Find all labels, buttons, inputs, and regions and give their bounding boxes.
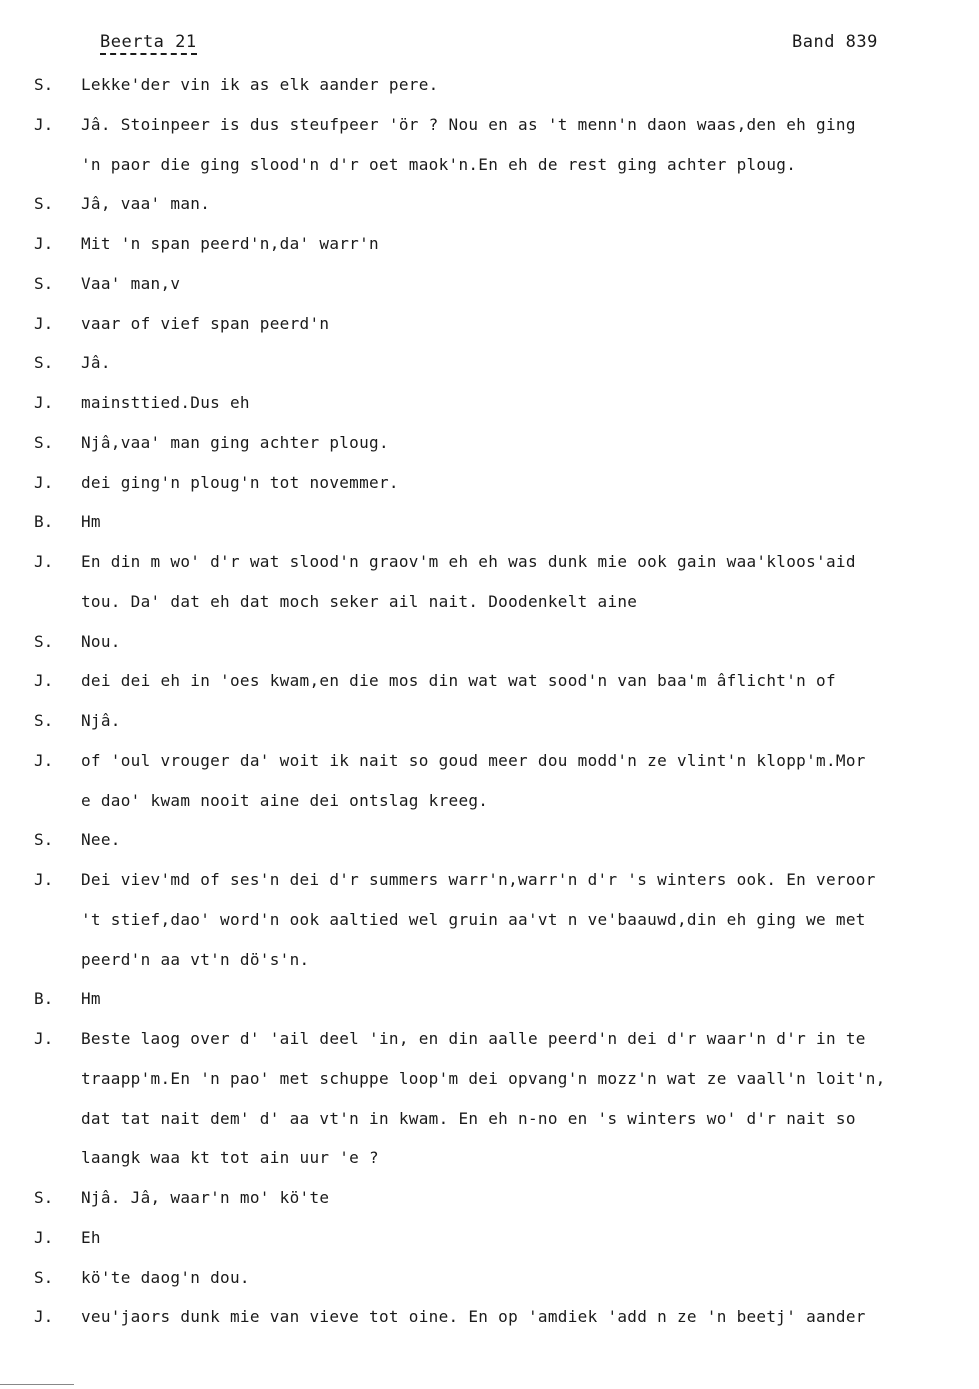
transcript-body (0, 70, 979, 1342)
transcript-line (0, 1223, 979, 1263)
transcript-line (0, 905, 979, 945)
speaker-label: J. (34, 313, 54, 333)
transcript-line (0, 825, 979, 865)
utterance-text: Mit 'n span peerd'n,da' warr'n (81, 234, 379, 253)
transcript-line (0, 1104, 979, 1144)
utterance-text: 'n paor die ging slood'n d'r oet maok'n.En eh de rest ging achter ploug. (81, 154, 797, 174)
utterance-text: mainsttied.Dus eh (81, 393, 250, 412)
transcript-line (0, 150, 979, 190)
transcript-line (0, 428, 979, 468)
utterance-text: of 'oul vrouger da' woit ik nait so goud meer dou modd'n ze vlint'n klopp'm.Mor (81, 750, 866, 770)
utterance-text: veu'jaors dunk mie van vieve tot oine. En op 'amdiek 'add n ze 'n beetj' aander (81, 1307, 866, 1327)
transcript-line (0, 507, 979, 547)
transcript-line (0, 1302, 979, 1342)
transcript-line (0, 587, 979, 627)
speaker-label: S. (34, 353, 54, 373)
speaker-label: J. (34, 870, 54, 889)
transcript-line (0, 1024, 979, 1064)
transcript-line (0, 666, 979, 706)
utterance-text: Njâ. Jâ, waar'n mo' kö'te (81, 1188, 330, 1207)
utterance-text: vaar of vief span peerd'n (81, 313, 330, 333)
transcript-line (0, 468, 979, 508)
utterance-text: tou. Da' dat eh dat moch seker ail nait. Doodenkelt aine (81, 591, 638, 611)
speaker-label: J. (34, 750, 54, 770)
speaker-label: J. (34, 114, 54, 134)
speaker-label: S. (34, 1267, 54, 1287)
utterance-text: Njâ,vaa' man ging achter ploug. (81, 432, 389, 452)
utterance-text: Jâ. (81, 353, 111, 373)
utterance-text: peerd'n aa vt'n dö's'n. (81, 949, 310, 969)
utterance-text: Nee. (81, 830, 121, 850)
speaker-label: J. (34, 1029, 54, 1048)
transcript-line (0, 627, 979, 667)
transcript-line (0, 110, 979, 150)
page-header-right: Band 839 (792, 32, 878, 52)
transcript-line (0, 189, 979, 229)
transcript-line (0, 229, 979, 269)
transcript-line (0, 269, 979, 309)
utterance-text: Jâ, vaa' man. (81, 194, 211, 214)
speaker-label: J. (34, 1227, 54, 1247)
transcript-line (0, 865, 979, 905)
utterance-text: 't stief,dao' word'n ook aaltied wel gruin aa'vt n ve'baauwd,din eh ging we met (81, 909, 866, 929)
speaker-label: J. (34, 671, 54, 691)
page-header-left: Beerta 21 (100, 32, 197, 55)
transcript-line (0, 388, 979, 428)
transcript-line (0, 309, 979, 349)
utterance-text: Hm (81, 512, 101, 532)
speaker-label: S. (34, 194, 54, 214)
transcript-line (0, 547, 979, 587)
transcript-line (0, 786, 979, 826)
utterance-text: Hm (81, 989, 101, 1009)
transcript-line (0, 746, 979, 786)
speaker-label: S. (34, 631, 54, 651)
transcript-line (0, 1064, 979, 1104)
speaker-label: S. (34, 432, 54, 452)
speaker-label: B. (34, 512, 54, 532)
speaker-label: B. (34, 989, 54, 1009)
transcript-line (0, 1143, 979, 1183)
transcript-line (0, 348, 979, 388)
utterance-text: traapp'm.En 'n pao' met schuppe loop'm dei opvang'n mozz'n wat ze vaall'n loit'n, (81, 1068, 886, 1088)
speaker-label: J. (34, 472, 54, 492)
transcript-line (0, 706, 979, 746)
speaker-label: S. (34, 711, 54, 730)
utterance-text: dei ging'n ploug'n tot novemmer. (81, 472, 399, 492)
speaker-label: J. (34, 552, 54, 571)
transcript-line (0, 1183, 979, 1223)
utterance-text: Eh (81, 1227, 101, 1247)
utterance-text: Lekke'der vin ik as elk aander pere. (81, 75, 439, 94)
utterance-text: Beste laog over d' 'ail deel 'in, en din aalle peerd'n dei d'r waar'n d'r in te (81, 1029, 866, 1048)
utterance-text: Jâ. Stoinpeer is dus steufpeer 'ör ? Nou en as 't menn'n daon waas,den eh ging (81, 114, 856, 134)
transcript-line (0, 1263, 979, 1303)
speaker-label: S. (34, 273, 54, 293)
utterance-text: Nou. (81, 631, 121, 651)
footer-rule (0, 1384, 74, 1385)
transcript-line (0, 70, 979, 110)
utterance-text: En din m wo' d'r wat slood'n graov'm eh eh was dunk mie ook gain waa'kloos'aid (81, 552, 856, 571)
speaker-label: S. (34, 75, 54, 94)
utterance-text: kö'te daog'n dou. (81, 1267, 250, 1287)
speaker-label: J. (34, 1307, 54, 1327)
transcript-line (0, 945, 979, 985)
utterance-text: dat tat nait dem' d' aa vt'n in kwam. En eh n-no en 's winters wo' d'r nait so (81, 1108, 856, 1128)
speaker-label: S. (34, 830, 54, 850)
utterance-text: Njâ. (81, 711, 121, 730)
utterance-text: Vaa' man,v (81, 273, 181, 293)
utterance-text: Dei viev'md of ses'n dei d'r summers warr'n,warr'n d'r 's winters ook. En veroor (81, 870, 876, 889)
utterance-text: dei dei eh in 'oes kwam,en die mos din wat wat sood'n van baa'm âflicht'n of (81, 671, 836, 691)
speaker-label: S. (34, 1188, 54, 1207)
speaker-label: J. (34, 234, 54, 253)
speaker-label: J. (34, 393, 54, 412)
transcript-line (0, 984, 979, 1024)
utterance-text: laangk waa kt tot ain uur 'e ? (81, 1148, 379, 1168)
utterance-text: e dao' kwam nooit aine dei ontslag kreeg. (81, 790, 489, 810)
